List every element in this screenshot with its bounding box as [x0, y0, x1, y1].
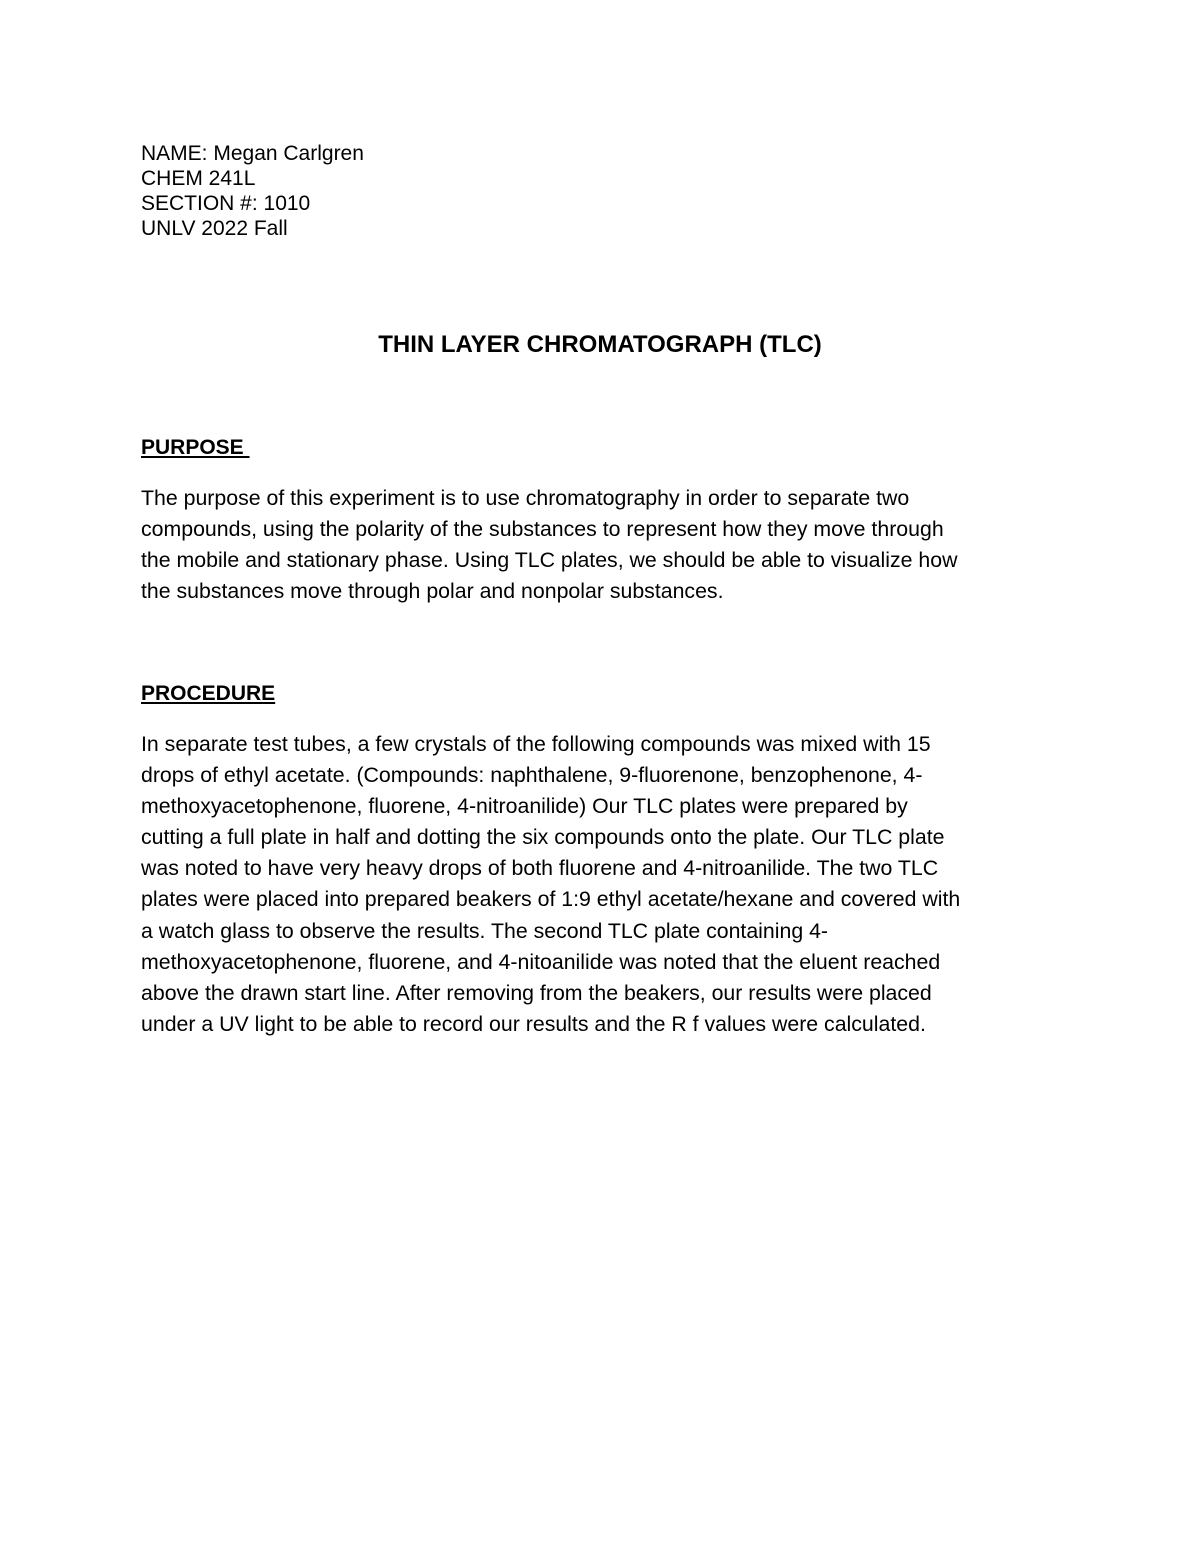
document-title: THIN LAYER CHROMATOGRAPH (TLC) — [378, 331, 822, 358]
procedure-line: In separate test tubes, a few crystals of the following compounds was mixed with 15 — [141, 732, 931, 756]
procedure-paragraph — [141, 729, 1061, 1040]
procedure-line: methoxyacetophenone, fluorene, and 4-nitoanilide was noted that the eluent reached — [141, 949, 941, 974]
student-info-block — [141, 141, 364, 241]
procedure-line: plates were placed into prepared beakers of 1:9 ethyl acetate/hexane and covered with — [141, 887, 961, 912]
course-code: CHEM 241L — [141, 167, 256, 190]
purpose-heading: PURPOSE — [141, 436, 250, 459]
student-name: NAME: Megan Carlgren — [141, 142, 364, 165]
procedure-line: methoxyacetophenone, fluorene, 4-nitroanilide) Our TLC plates were prepared by — [141, 794, 908, 819]
procedure-line: was noted to have very heavy drops of both fluorene and 4-nitroanilide. The two TLC — [141, 856, 939, 881]
procedure-line: above the drawn start line. After removing from the beakers, our results were placed — [141, 980, 932, 1005]
procedure-line: drops of ethyl acetate. (Compounds: naphthalene, 9-fluorenone, benzophenone, 4- — [141, 763, 923, 788]
purpose-line: the mobile and stationary phase. Using TLC plates, we should be able to visualize how — [141, 548, 958, 573]
purpose-paragraph — [141, 483, 1061, 607]
procedure-heading: PROCEDURE — [141, 682, 276, 705]
purpose-line: The purpose of this experiment is to use chromatography in order to separate two — [141, 486, 910, 510]
section-number: SECTION #: 1010 — [141, 192, 311, 215]
procedure-line: a watch glass to observe the results. The second TLC plate containing 4- — [141, 918, 829, 943]
purpose-line: the substances move through polar and nonpolar substances. — [141, 579, 724, 604]
procedure-line: under a UV light to be able to record our results and the R f values were calculated. — [141, 1011, 926, 1036]
term: UNLV 2022 Fall — [141, 217, 288, 240]
purpose-line: compounds, using the polarity of the substances to represent how they move through — [141, 517, 944, 542]
procedure-line: cutting a full plate in half and dotting the six compounds onto the plate. Our TLC plate — [141, 825, 945, 850]
